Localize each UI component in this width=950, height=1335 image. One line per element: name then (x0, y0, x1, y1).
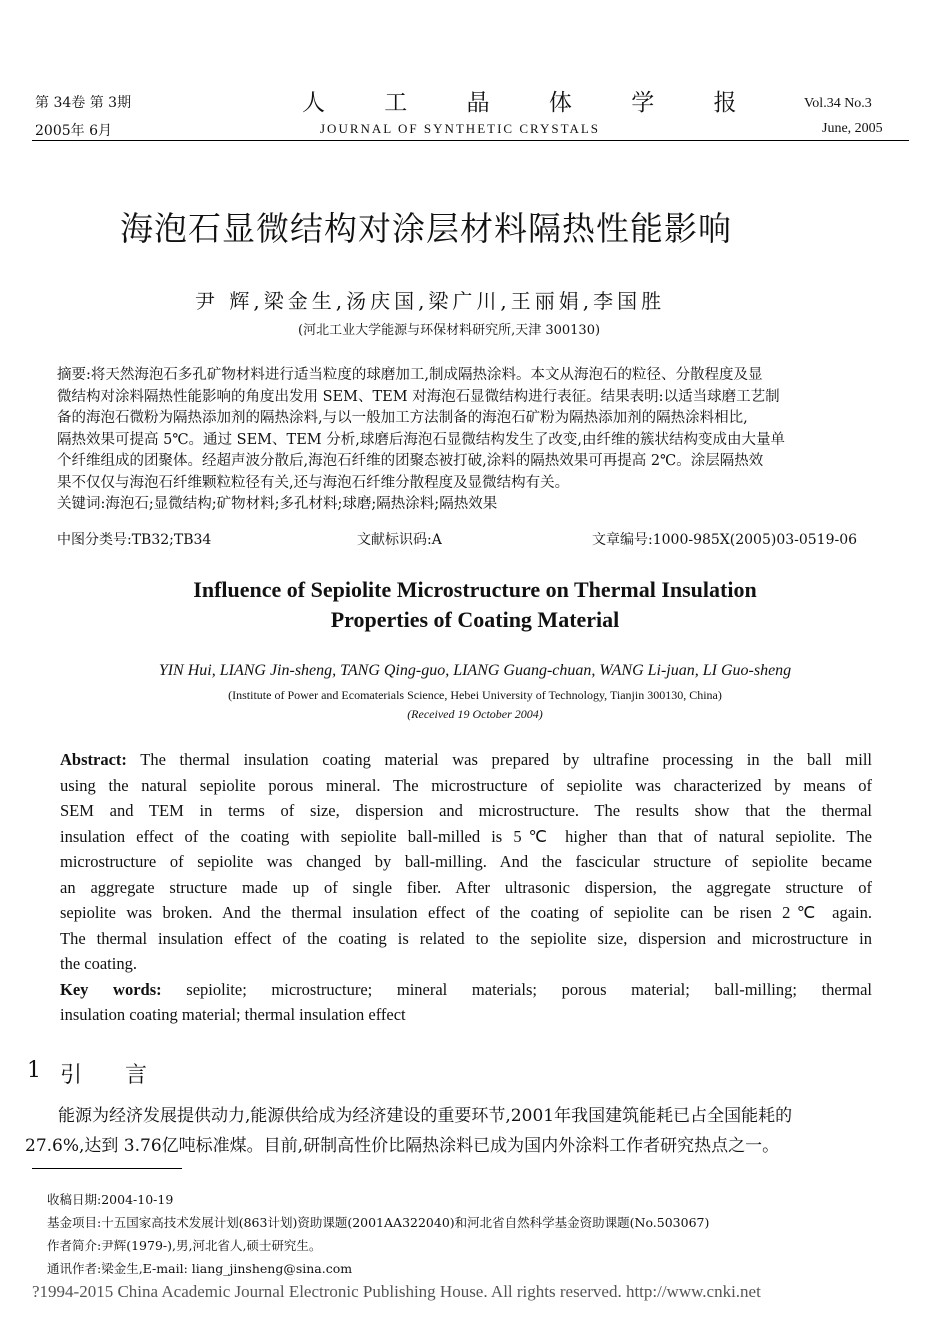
abstract-en-line: insulation effect of the coating with sepiolite ball-milled is 5℃ higher than that of natural sepiolite. The (60, 826, 872, 846)
intro-paragraph-line1: 能源为经济发展提供动力,能源供给成为经济建设的重要环节,2001年我国建筑能耗已占全国能耗的 (58, 1106, 793, 1126)
header-rule (32, 140, 909, 141)
journal-title-en: JOURNAL OF SYNTHETIC CRYSTALS (320, 121, 601, 136)
keywords-en-line: insulation coating material; thermal insulation effect (60, 1005, 406, 1024)
article-number: 文章编号:1000-985X(2005)03-0519-06 (592, 532, 858, 548)
abstract-en-line: SEM and TEM in terms of size, dispersion and microstructure. The results show that the thermal (60, 801, 872, 820)
abstract-en-line: an aggregate structure made up of single fiber. After ultrasonic dispersion, the aggregate structure of (60, 877, 872, 897)
abstract-en-line: The thermal insulation effect of the coating is related to the sepiolite size, dispersion and microstructure in (60, 928, 872, 948)
footnote-contact: 通讯作者:梁金生,E-mail: liang_jinsheng@sina.com (47, 1261, 353, 1276)
section-title: 引 言 (60, 1063, 165, 1088)
journal-title-cn: 人 工 晶 体 学 报 (302, 90, 763, 116)
section-number: 1 (27, 1058, 59, 1083)
abstract-cn-line: 备的海泡石微粉为隔热添加剂的隔热涂料,与以一般加工方法制备的海泡石矿粉为隔热添加剂的隔热涂料相比, (57, 410, 748, 426)
abstract-en-line: sepiolite was broken. And the thermal insulation effect of the coating of sepiolite can be risen 2℃ again. (60, 903, 872, 922)
footnote-author: 作者简介:尹辉(1979-),男,河北省人,硕士研究生。 (47, 1238, 322, 1253)
keywords-en-line (60, 977, 872, 1003)
affiliation-en: (Institute of Power and Ecomaterials Science, Hebei University of Technology, Tianjin 300130, China) (228, 688, 722, 702)
abstract-cn-line: 微结构对涂料隔热性能影响的角度出发用 SEM、TEM 对海泡石显微结构进行表征。结果表明:以适当球磨工艺制 (57, 388, 780, 405)
paper-title-en-line2: Properties of Coating Material (330, 607, 620, 632)
abstract-cn-line: 摘要:将天然海泡石多孔矿物材料进行适当粒度的球磨加工,制成隔热涂料。本文从海泡石的粒径、分散程度及显 (57, 367, 763, 383)
volume-issue-cn: 第 34卷 第 3期 (35, 95, 132, 111)
abstract-en-line: microstructure of sepiolite was changed by ball-milling. And the fascicular structure of sepiolite became (60, 852, 872, 871)
footnote-received: 收稿日期:2004-10-19 (47, 1192, 174, 1207)
clc-number: 中图分类号:TB32;TB34 (57, 532, 212, 548)
keywords-label: Key words: (60, 979, 162, 999)
copyright-notice: ?1994-2015 China Academic Journal Electronic Publishing House. All rights reserved. http://www.cnki.net (32, 1282, 761, 1301)
abstract-en (60, 747, 872, 1028)
authors-en: YIN Hui, LIANG Jin-sheng, TANG Qing-guo, LIANG Guang-chuan, WANG Li-juan, LI Guo-sheng (158, 662, 792, 679)
abstract-en-line (60, 747, 872, 773)
authors-cn: 尹 辉,梁金生,汤庆国,梁广川,王丽娟,李国胜 (195, 289, 666, 313)
received-date-en: (Received 19 October 2004) (407, 707, 543, 721)
paper-title-cn: 海泡石显微结构对涂层材料隔热性能影响 (120, 209, 732, 248)
abstract-en-line: using the natural sepiolite porous mineral. The microstructure of sepiolite was characterized by means of (60, 775, 872, 795)
abstract-cn-line: 隔热效果可提高 5℃。通过 SEM、TEM 分析,球磨后海泡石显微结构发生了改变,由纤维的簇状结构变成由大量单 (57, 431, 785, 448)
abstract-label: Abstract: (60, 750, 127, 769)
date-en: June, 2005 (822, 121, 883, 136)
keywords-cn: 关键词:海泡石;显微结构;矿物材料;多孔材料;球磨;隔热涂料;隔热效果 (57, 496, 498, 512)
footnote-fund: 基金项目:十五国家高技术发展计划(863计划)资助课题(2001AA322040)和河北省自然科学基金资助课题(No.503067) (47, 1215, 710, 1230)
paper-title-en-line1: Influence of Sepiolite Microstructure on Thermal Insulation (193, 577, 757, 602)
intro-paragraph-line2: 27.6%,达到 3.76亿吨标准煤。目前,研制高性价比隔热涂料已成为国内外涂料工作者研究热点之一。 (25, 1136, 780, 1156)
document-code: 文献标识码:A (357, 532, 442, 548)
abstract-en-text: The thermal insulation coating material was prepared by ultrafine processing in the ball mill (140, 750, 872, 769)
date-cn: 2005年 6月 (35, 123, 112, 139)
abstract-cn-line: 果不仅仅与海泡石纤维颗粒粒径有关,还与海泡石纤维分散程度及显微结构有关。 (57, 474, 570, 491)
abstract-cn (57, 365, 872, 516)
volume-issue-en: Vol.34 No.3 (804, 96, 872, 111)
footnote-rule (32, 1168, 182, 1169)
abstract-en-line: the coating. (60, 954, 137, 973)
keywords-en-text: sepiolite; microstructure; mineral materials; porous material; ball-milling; thermal (186, 979, 872, 999)
affiliation-cn: (河北工业大学能源与环保材料研究所,天津 300130) (298, 323, 601, 338)
abstract-cn-line: 个纤维组成的团聚体。经超声波分散后,海泡石纤维的团聚态被打破,涂料的隔热效果可再提高 2℃。涂层隔热效 (57, 453, 764, 469)
